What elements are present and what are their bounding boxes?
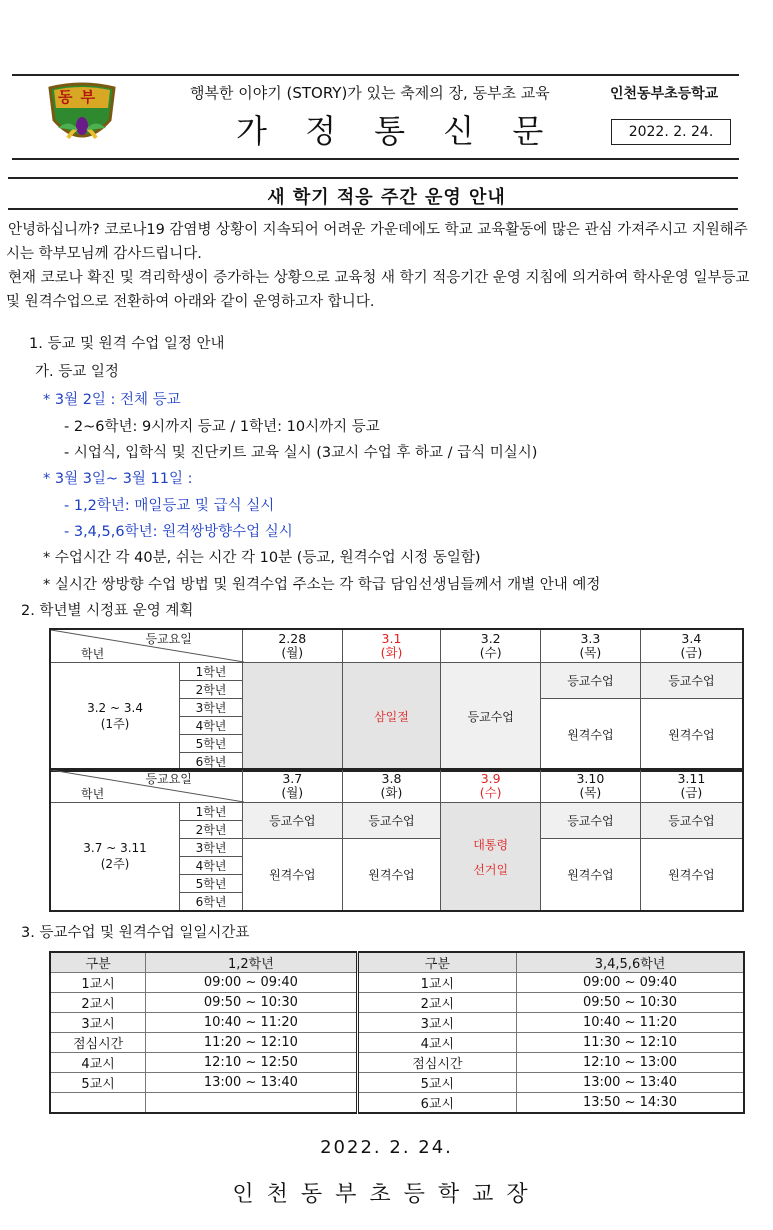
day-header: 3.8 (화) — [342, 769, 441, 803]
bullet-march-3-11: * 3월 3일~ 3월 11일 : — [43, 471, 193, 487]
schedule-corner-header — [50, 629, 242, 663]
grade-label: 5학년 — [180, 875, 243, 893]
title-top-rule — [8, 177, 738, 179]
online-class-cell: 원격수업 — [342, 839, 441, 912]
grade-label: 6학년 — [180, 753, 243, 772]
daily-timetable — [49, 951, 745, 1114]
issue-date: 2022. 2. 24. — [611, 119, 731, 145]
timetable-row: 점심시간 11:20 ~ 12:10 4교시 11:30 ~ 12:10 — [50, 1033, 744, 1053]
offline-class-cell: 등교수업 — [342, 803, 441, 839]
grade-label: 5학년 — [180, 735, 243, 753]
section-1a-heading: 가. 등교 일정 — [35, 364, 119, 380]
bullet-march-2: * 3월 2일 : 전체 등교 — [43, 392, 181, 408]
newsletter-title: 가 정 통 신 문 — [236, 112, 558, 150]
day-header: 3.2 (수) — [441, 629, 541, 663]
grade-1-2-plan: - 1,2학년: 매일등교 및 급식 실시 — [64, 498, 275, 514]
corner-grade-label: 학년 — [81, 787, 105, 801]
header-bottom-rule — [12, 158, 739, 160]
title-bottom-rule — [8, 208, 738, 210]
grade-label: 2학년 — [180, 681, 243, 699]
day-header: 3.3 (목) — [541, 629, 641, 663]
grade-label: 3학년 — [180, 699, 243, 717]
schedule-week-1-table — [49, 628, 744, 772]
week-2-label: 3.7 ~ 3.11 (2주) — [50, 803, 180, 912]
timetable-row: 6교시 13:50 ~ 14:30 — [50, 1093, 744, 1114]
offline-class-cell: 등교수업 — [640, 663, 743, 699]
offline-class-cell: 등교수업 — [640, 803, 743, 839]
grade-label: 1학년 — [180, 803, 243, 821]
day-header: 3.7 (월) — [242, 769, 342, 803]
online-class-cell: 원격수업 — [541, 699, 641, 772]
holiday-cell: 삼일절 — [342, 663, 441, 772]
remote-class-note: * 실시간 쌍방향 수업 방법 및 원격수업 주소는 각 학급 담임선생님들께서 개별 안내 예정 — [43, 577, 601, 593]
timetable-row: 2교시 09:50 ~ 10:30 2교시 09:50 ~ 10:30 — [50, 993, 744, 1013]
corner-grade-label: 학년 — [81, 647, 105, 661]
march-2-ceremony: - 시업식, 입학식 및 진단키트 교육 실시 (3교시 수업 후 하교 / 급식 미실시) — [64, 445, 538, 461]
day-header: 3.10 (목) — [541, 769, 641, 803]
timetable-header-category: 구분 — [357, 952, 516, 973]
grade-label: 1학년 — [180, 663, 243, 681]
week-1-label: 3.2 ~ 3.4 (1주) — [50, 663, 180, 772]
intro-paragraph-1: 안녕하십니까? 코로나19 감염병 상황이 지속되어 어려운 가운데에도 학교 교육활동에 많은 관심 가져주시고 지원해주시는 학부모님께 감사드립니다. — [6, 222, 748, 262]
section-2-heading: 2. 학년별 시정표 운영 계획 — [21, 603, 194, 619]
timetable-row: 5교시 13:00 ~ 13:40 5교시 13:00 ~ 13:40 — [50, 1073, 744, 1093]
section-1-heading: 1. 등교 및 원격 수업 일정 안내 — [29, 336, 225, 352]
schedule-week-2-table — [49, 768, 744, 912]
section-3-heading: 3. 등교수업 및 원격수업 일일시간표 — [21, 925, 250, 941]
offline-class-cell: 등교수업 — [541, 663, 641, 699]
grade-label: 2학년 — [180, 821, 243, 839]
timetable-row: 3교시 10:40 ~ 11:20 3교시 10:40 ~ 11:20 — [50, 1013, 744, 1033]
timetable-header-category: 구분 — [50, 952, 146, 973]
day-header: 2.28 (월) — [242, 629, 342, 663]
march-2-arrival-time: - 2~6학년: 9시까지 등교 / 1학년: 10시까지 등교 — [64, 419, 380, 435]
notice-title: 새 학기 적응 주간 운영 안내 — [267, 187, 506, 208]
schedule-corner-header — [50, 769, 242, 803]
grade-label: 4학년 — [180, 717, 243, 735]
grade-label: 3학년 — [180, 839, 243, 857]
offline-class-cell: 등교수업 — [242, 803, 342, 839]
election-holiday-cell: 대통령 선거일 — [441, 803, 541, 912]
timetable-row: 1교시 09:00 ~ 09:40 1교시 09:00 ~ 09:40 — [50, 973, 744, 993]
online-class-cell: 원격수업 — [541, 839, 641, 912]
day-header: 3.11 (금) — [640, 769, 743, 803]
offline-class-cell: 등교수업 — [541, 803, 641, 839]
all-offline-cell: 등교수업 — [441, 663, 541, 772]
principal-signature: 인천동부초등학교장 — [232, 1182, 541, 1207]
school-logo — [44, 80, 120, 150]
class-time-note: * 수업시간 각 40분, 쉬는 시간 각 10분 (등교, 원격수업 시정 동일함) — [43, 550, 481, 566]
online-class-cell: 원격수업 — [640, 699, 743, 772]
school-name: 인천동부초등학교 — [610, 86, 719, 102]
online-class-cell: 원격수업 — [242, 839, 342, 912]
day-header-holiday: 3.9 (수) — [441, 769, 541, 803]
header-top-rule — [12, 74, 739, 76]
corner-day-label: 등교요일 — [145, 632, 192, 646]
day-header: 3.4 (금) — [640, 629, 743, 663]
online-class-cell: 원격수업 — [640, 839, 743, 912]
logo-text: 동부 — [58, 88, 103, 106]
intro-paragraph-2: 현재 코로나 확진 및 격리학생이 증가하는 상황으로 교육청 새 학기 적응기간 운영 지침에 의거하여 학사운영 일부등교 및 원격수업으로 전환하여 아래와 같이 운영하고자 합니다. — [6, 270, 750, 310]
day-header-holiday: 3.1 (화) — [342, 629, 441, 663]
grade-label: 6학년 — [180, 893, 243, 912]
grade-label: 4학년 — [180, 857, 243, 875]
timetable-header-grade-3-6: 3,4,5,6학년 — [517, 952, 744, 973]
corner-day-label: 등교요일 — [145, 772, 192, 786]
no-class-cell — [242, 663, 342, 772]
timetable-header-grade-1-2: 1,2학년 — [146, 952, 357, 973]
grade-3-6-plan: - 3,4,5,6학년: 원격쌍방향수업 실시 — [64, 524, 293, 540]
footer-date: 2022. 2. 24. — [320, 1137, 453, 1158]
school-slogan: 행복한 이야기 (STORY)가 있는 축제의 장, 동부초 교육 — [190, 84, 550, 102]
timetable-row: 4교시 12:10 ~ 12:50 점심시간 12:10 ~ 13:00 — [50, 1053, 744, 1073]
